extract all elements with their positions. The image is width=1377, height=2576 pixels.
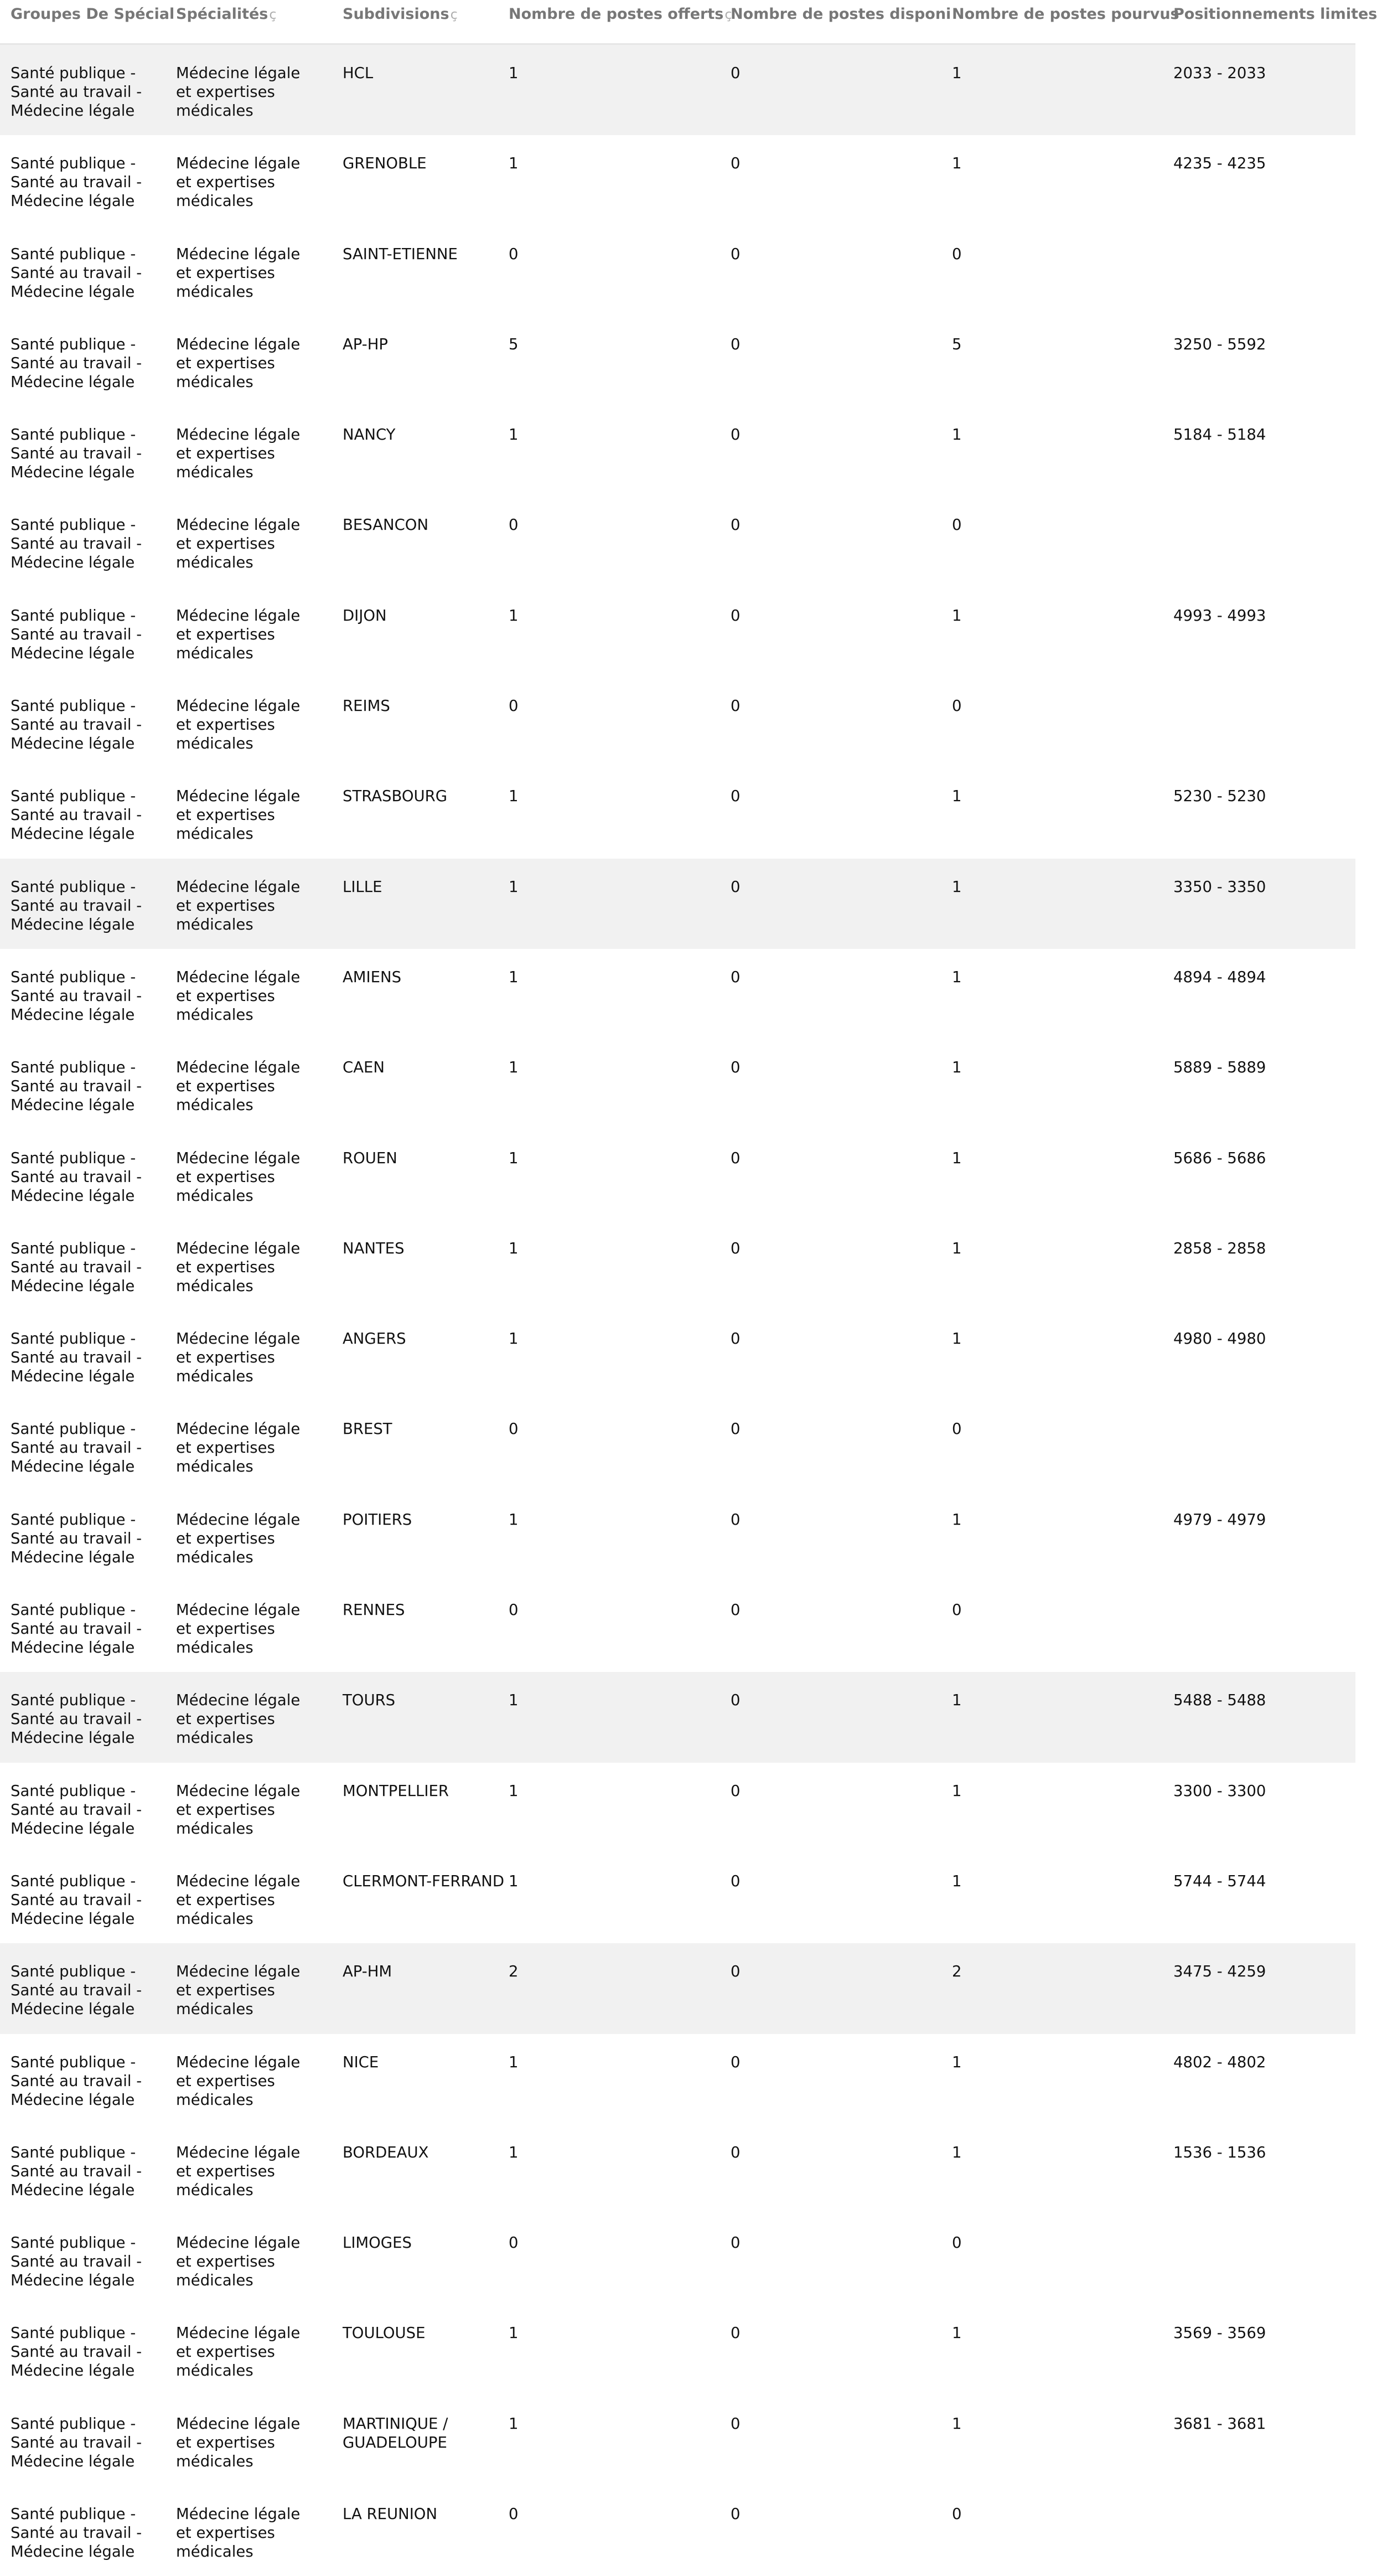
cell-subdivision: ROUEN [343, 1149, 397, 1167]
cell-specialite: Médecine légale et expertises médicales [176, 1330, 301, 1386]
cell-groupe: Santé publique - Santé au travail - Médecine légale [11, 154, 142, 210]
cell-specialite: Médecine légale et expertises médicales [176, 1420, 301, 1476]
cell-postes-offerts: 1 [509, 787, 519, 806]
cell-postes-offerts: 1 [509, 2143, 519, 2161]
cell-subdivision: GRENOBLE [343, 154, 427, 173]
cell-postes-offerts: 1 [509, 154, 519, 173]
cell-postes-disponibles: 0 [731, 1510, 741, 1529]
cell-postes-pourvus: 1 [952, 1510, 962, 1529]
cell-specialite: Médecine légale et expertises médicales [176, 1059, 301, 1114]
cell-subdivision: NICE [343, 2053, 379, 2071]
table-row[interactable] [0, 45, 1355, 135]
table-row[interactable] [0, 1310, 1355, 1401]
cell-subdivision: LILLE [343, 877, 382, 896]
cell-specialite: Médecine légale et expertises médicales [176, 64, 301, 120]
cell-postes-disponibles: 0 [731, 606, 741, 624]
cell-specialite: Médecine légale et expertises médicales [176, 2505, 301, 2561]
cell-specialite: Médecine légale et expertises médicales [176, 877, 301, 933]
cell-postes-offerts: 1 [509, 1239, 519, 1257]
cell-groupe: Santé publique - Santé au travail - Médecine légale [11, 1691, 142, 1747]
cell-positionnements: 4802 - 4802 [1173, 2053, 1266, 2071]
cell-subdivision: LIMOGES [343, 2234, 412, 2252]
table-row[interactable] [0, 1582, 1355, 1672]
column-header-postes-offerts[interactable]: Nombre de postes offertsç [509, 6, 732, 23]
cell-positionnements: 5744 - 5744 [1173, 1872, 1266, 1890]
column-header-postes-pourvus[interactable]: Nombre de postes pourvus [952, 6, 1179, 23]
cell-postes-disponibles: 0 [731, 154, 741, 173]
cell-groupe: Santé publique - Santé au travail - Médecine légale [11, 1601, 142, 1657]
cell-postes-pourvus: 1 [952, 877, 962, 896]
cell-postes-pourvus: 0 [952, 516, 962, 534]
cell-groupe: Santé publique - Santé au travail - Médecine légale [11, 877, 142, 933]
cell-postes-pourvus: 0 [952, 245, 962, 263]
cell-specialite: Médecine légale et expertises médicales [176, 516, 301, 572]
table-row[interactable] [0, 2124, 1355, 2214]
table-row[interactable] [0, 2486, 1355, 2576]
cell-groupe: Santé publique - Santé au travail - Médecine légale [11, 2234, 142, 2290]
cell-specialite: Médecine légale et expertises médicales [176, 426, 301, 482]
cell-groupe: Santé publique - Santé au travail - Médecine légale [11, 2414, 142, 2470]
cell-positionnements: 4993 - 4993 [1173, 606, 1266, 624]
cell-subdivision: TOURS [343, 1691, 396, 1710]
cell-postes-disponibles: 0 [731, 1330, 741, 1348]
cell-groupe: Santé publique - Santé au travail - Médecine légale [11, 64, 142, 120]
column-header-positionnements[interactable]: Positionnements limites [1173, 6, 1377, 23]
cell-subdivision: REIMS [343, 697, 390, 715]
cell-specialite: Médecine légale et expertises médicales [176, 787, 301, 843]
cell-postes-pourvus: 1 [952, 154, 962, 173]
cell-subdivision: CAEN [343, 1059, 385, 1077]
cell-postes-disponibles: 0 [731, 2505, 741, 2523]
table-row[interactable] [0, 1220, 1355, 1310]
cell-postes-pourvus: 1 [952, 2324, 962, 2342]
cell-postes-pourvus: 1 [952, 1239, 962, 1257]
cell-postes-disponibles: 0 [731, 2143, 741, 2161]
cell-positionnements: 2033 - 2033 [1173, 64, 1266, 82]
cell-postes-disponibles: 0 [731, 1691, 741, 1710]
cell-postes-pourvus: 2 [952, 1963, 962, 1981]
cell-postes-offerts: 5 [509, 335, 519, 353]
cell-groupe: Santé publique - Santé au travail - Médecine légale [11, 606, 142, 662]
cell-postes-disponibles: 0 [731, 1963, 741, 1981]
table-row[interactable] [0, 2396, 1355, 2486]
cell-groupe: Santé publique - Santé au travail - Médecine légale [11, 1059, 142, 1114]
table-row[interactable] [0, 1491, 1355, 1582]
cell-postes-offerts: 1 [509, 1330, 519, 1348]
cell-postes-disponibles: 0 [731, 2234, 741, 2252]
table-row[interactable] [0, 1401, 1355, 1491]
cell-subdivision: HCL [343, 64, 374, 82]
cell-positionnements: 3350 - 3350 [1173, 877, 1266, 896]
cell-positionnements: 4979 - 4979 [1173, 1510, 1266, 1529]
cell-postes-pourvus: 1 [952, 968, 962, 986]
table-row[interactable] [0, 497, 1355, 587]
column-header-specialites[interactable]: Spécialitésç [176, 6, 277, 23]
cell-groupe: Santé publique - Santé au travail - Médecine légale [11, 968, 142, 1024]
cell-postes-offerts: 1 [509, 2053, 519, 2071]
column-header-groupes[interactable]: Groupes De Spécial [11, 6, 175, 23]
cell-postes-pourvus: 1 [952, 64, 962, 82]
cell-postes-offerts: 1 [509, 64, 519, 82]
table-row[interactable] [0, 316, 1355, 406]
cell-groupe: Santé publique - Santé au travail - Médecine légale [11, 1872, 142, 1928]
cell-groupe: Santé publique - Santé au travail - Médecine légale [11, 1149, 142, 1205]
cell-groupe: Santé publique - Santé au travail - Médecine légale [11, 426, 142, 482]
cell-specialite: Médecine légale et expertises médicales [176, 1510, 301, 1566]
cell-subdivision: DIJON [343, 606, 387, 624]
cell-groupe: Santé publique - Santé au travail - Médecine légale [11, 1510, 142, 1566]
cell-subdivision: NANCY [343, 426, 396, 444]
cell-positionnements: 5686 - 5686 [1173, 1149, 1266, 1167]
cell-postes-offerts: 1 [509, 877, 519, 896]
cell-postes-pourvus: 1 [952, 1059, 962, 1077]
cell-specialite: Médecine légale et expertises médicales [176, 606, 301, 662]
cell-groupe: Santé publique - Santé au travail - Médecine légale [11, 1782, 142, 1837]
table-row[interactable] [0, 2214, 1355, 2305]
cell-groupe: Santé publique - Santé au travail - Médecine légale [11, 245, 142, 301]
cell-postes-pourvus: 0 [952, 1420, 962, 1438]
cell-groupe: Santé publique - Santé au travail - Médecine légale [11, 2324, 142, 2380]
cell-groupe: Santé publique - Santé au travail - Médecine légale [11, 2505, 142, 2561]
table-row[interactable] [0, 135, 1355, 225]
cell-postes-disponibles: 0 [731, 968, 741, 986]
cell-groupe: Santé publique - Santé au travail - Médecine légale [11, 2053, 142, 2109]
cell-postes-disponibles: 0 [731, 2324, 741, 2342]
cell-subdivision: AP-HP [343, 335, 388, 353]
cell-specialite: Médecine légale et expertises médicales [176, 1601, 301, 1657]
cell-postes-disponibles: 0 [731, 64, 741, 82]
cell-postes-disponibles: 0 [731, 335, 741, 353]
cell-postes-disponibles: 0 [731, 245, 741, 263]
cell-specialite: Médecine légale et expertises médicales [176, 2234, 301, 2290]
cell-postes-offerts: 1 [509, 2414, 519, 2433]
cell-positionnements: 4894 - 4894 [1173, 968, 1266, 986]
table-body [0, 45, 1355, 2576]
cell-positionnements: 4235 - 4235 [1173, 154, 1266, 173]
table-row[interactable] [0, 1039, 1355, 1129]
cell-postes-pourvus: 5 [952, 335, 962, 353]
table-row[interactable] [0, 1672, 1355, 1762]
column-header-subdivisions[interactable]: Subdivisionsç [343, 6, 458, 23]
cell-postes-disponibles: 0 [731, 1239, 741, 1257]
cell-postes-pourvus: 0 [952, 2234, 962, 2252]
cell-subdivision: MONTPELLIER [343, 1782, 449, 1800]
cell-positionnements: 3681 - 3681 [1173, 2414, 1266, 2433]
sort-icon[interactable]: ç [269, 7, 277, 22]
cell-specialite: Médecine légale et expertises médicales [176, 154, 301, 210]
cell-postes-offerts: 1 [509, 1691, 519, 1710]
cell-postes-offerts: 0 [509, 1601, 519, 1619]
table-header [0, 0, 1377, 45]
cell-subdivision: TOULOUSE [343, 2324, 426, 2342]
cell-postes-pourvus: 0 [952, 1601, 962, 1619]
cell-specialite: Médecine légale et expertises médicales [176, 2324, 301, 2380]
cell-specialite: Médecine légale et expertises médicales [176, 2414, 301, 2470]
cell-postes-offerts: 0 [509, 516, 519, 534]
cell-subdivision: AP-HM [343, 1963, 392, 1981]
cell-postes-offerts: 1 [509, 1872, 519, 1890]
cell-postes-disponibles: 0 [731, 1420, 741, 1438]
cell-specialite: Médecine légale et expertises médicales [176, 2053, 301, 2109]
cell-groupe: Santé publique - Santé au travail - Médecine légale [11, 1963, 142, 2019]
cell-postes-pourvus: 1 [952, 1330, 962, 1348]
cell-postes-pourvus: 1 [952, 2143, 962, 2161]
cell-postes-disponibles: 0 [731, 1782, 741, 1800]
cell-groupe: Santé publique - Santé au travail - Médecine légale [11, 2143, 142, 2199]
cell-specialite: Médecine légale et expertises médicales [176, 1782, 301, 1837]
cell-postes-disponibles: 0 [731, 1059, 741, 1077]
cell-specialite: Médecine légale et expertises médicales [176, 1963, 301, 2019]
cell-positionnements: 5184 - 5184 [1173, 426, 1266, 444]
cell-positionnements: 4980 - 4980 [1173, 1330, 1266, 1348]
cell-postes-pourvus: 0 [952, 697, 962, 715]
cell-postes-disponibles: 0 [731, 877, 741, 896]
cell-groupe: Santé publique - Santé au travail - Médecine légale [11, 1420, 142, 1476]
cell-subdivision: BREST [343, 1420, 392, 1438]
cell-groupe: Santé publique - Santé au travail - Médecine légale [11, 697, 142, 753]
cell-postes-disponibles: 0 [731, 2053, 741, 2071]
table-row[interactable] [0, 768, 1355, 858]
cell-positionnements: 3300 - 3300 [1173, 1782, 1266, 1800]
cell-positionnements: 3475 - 4259 [1173, 1963, 1266, 1981]
cell-positionnements: 5889 - 5889 [1173, 1059, 1266, 1077]
table-row[interactable] [0, 1130, 1355, 1220]
table-row[interactable] [0, 1943, 1355, 2033]
cell-postes-disponibles: 0 [731, 516, 741, 534]
sort-icon[interactable]: ç [450, 7, 458, 22]
table-row[interactable] [0, 587, 1355, 678]
cell-postes-disponibles: 0 [731, 697, 741, 715]
cell-postes-offerts: 0 [509, 1420, 519, 1438]
cell-specialite: Médecine légale et expertises médicales [176, 2143, 301, 2199]
table-row[interactable] [0, 1853, 1355, 1943]
cell-postes-offerts: 1 [509, 606, 519, 624]
cell-postes-pourvus: 1 [952, 1691, 962, 1710]
cell-postes-pourvus: 0 [952, 2505, 962, 2523]
cell-postes-pourvus: 1 [952, 2053, 962, 2071]
table-row[interactable] [0, 2305, 1355, 2395]
table-row[interactable] [0, 678, 1355, 768]
cell-positionnements: 1536 - 1536 [1173, 2143, 1266, 2161]
cell-postes-pourvus: 1 [952, 1872, 962, 1890]
cell-postes-disponibles: 0 [731, 426, 741, 444]
cell-specialite: Médecine légale et expertises médicales [176, 245, 301, 301]
cell-postes-pourvus: 1 [952, 2414, 962, 2433]
cell-postes-offerts: 1 [509, 1510, 519, 1529]
cell-subdivision: MARTINIQUE / GUADELOUPE [343, 2414, 448, 2451]
cell-subdivision: LA REUNION [343, 2505, 438, 2523]
cell-subdivision: BORDEAUX [343, 2143, 429, 2161]
cell-subdivision: BESANCON [343, 516, 429, 534]
cell-positionnements: 5230 - 5230 [1173, 787, 1266, 806]
cell-positionnements: 5488 - 5488 [1173, 1691, 1266, 1710]
cell-positionnements: 3569 - 3569 [1173, 2324, 1266, 2342]
cell-subdivision: CLERMONT-FERRAND [343, 1872, 504, 1890]
cell-postes-offerts: 1 [509, 1149, 519, 1167]
cell-postes-offerts: 1 [509, 2324, 519, 2342]
cell-postes-offerts: 0 [509, 245, 519, 263]
cell-subdivision: AMIENS [343, 968, 402, 986]
cell-postes-disponibles: 0 [731, 2414, 741, 2433]
cell-postes-offerts: 0 [509, 2505, 519, 2523]
cell-postes-pourvus: 1 [952, 426, 962, 444]
cell-subdivision: STRASBOURG [343, 787, 448, 806]
cell-groupe: Santé publique - Santé au travail - Médecine légale [11, 1330, 142, 1386]
table-row[interactable] [0, 949, 1355, 1039]
cell-postes-pourvus: 1 [952, 787, 962, 806]
cell-subdivision: SAINT-ETIENNE [343, 245, 458, 263]
cell-postes-offerts: 1 [509, 426, 519, 444]
table-row[interactable] [0, 1763, 1355, 1853]
cell-specialite: Médecine légale et expertises médicales [176, 697, 301, 753]
cell-postes-offerts: 1 [509, 1782, 519, 1800]
table-row[interactable] [0, 406, 1355, 497]
cell-specialite: Médecine légale et expertises médicales [176, 968, 301, 1024]
cell-postes-disponibles: 0 [731, 787, 741, 806]
cell-groupe: Santé publique - Santé au travail - Médecine légale [11, 335, 142, 391]
cell-positionnements: 3250 - 5592 [1173, 335, 1266, 353]
cell-postes-disponibles: 0 [731, 1601, 741, 1619]
table-row[interactable] [0, 226, 1355, 316]
table-row[interactable] [0, 2034, 1355, 2124]
cell-postes-offerts: 1 [509, 968, 519, 986]
cell-groupe: Santé publique - Santé au travail - Médecine légale [11, 787, 142, 843]
cell-postes-disponibles: 0 [731, 1872, 741, 1890]
cell-subdivision: ANGERS [343, 1330, 406, 1348]
cell-subdivision: RENNES [343, 1601, 405, 1619]
cell-specialite: Médecine légale et expertises médicales [176, 1149, 301, 1205]
cell-postes-disponibles: 0 [731, 1149, 741, 1167]
cell-groupe: Santé publique - Santé au travail - Médecine légale [11, 1239, 142, 1295]
cell-postes-pourvus: 1 [952, 1149, 962, 1167]
cell-specialite: Médecine légale et expertises médicales [176, 1872, 301, 1928]
sort-icon[interactable]: ç [724, 7, 732, 22]
cell-postes-offerts: 2 [509, 1963, 519, 1981]
cell-specialite: Médecine légale et expertises médicales [176, 1691, 301, 1747]
cell-positionnements: 2858 - 2858 [1173, 1239, 1266, 1257]
cell-postes-offerts: 1 [509, 1059, 519, 1077]
cell-postes-offerts: 0 [509, 2234, 519, 2252]
cell-subdivision: POITIERS [343, 1510, 412, 1529]
column-header-postes-disponibles[interactable]: Nombre de postes disponi [731, 6, 951, 23]
cell-groupe: Santé publique - Santé au travail - Médecine légale [11, 516, 142, 572]
table-row[interactable] [0, 859, 1355, 949]
cell-postes-offerts: 0 [509, 697, 519, 715]
cell-specialite: Médecine légale et expertises médicales [176, 335, 301, 391]
cell-postes-pourvus: 1 [952, 1782, 962, 1800]
cell-subdivision: NANTES [343, 1239, 405, 1257]
cell-postes-pourvus: 1 [952, 606, 962, 624]
cell-specialite: Médecine légale et expertises médicales [176, 1239, 301, 1295]
